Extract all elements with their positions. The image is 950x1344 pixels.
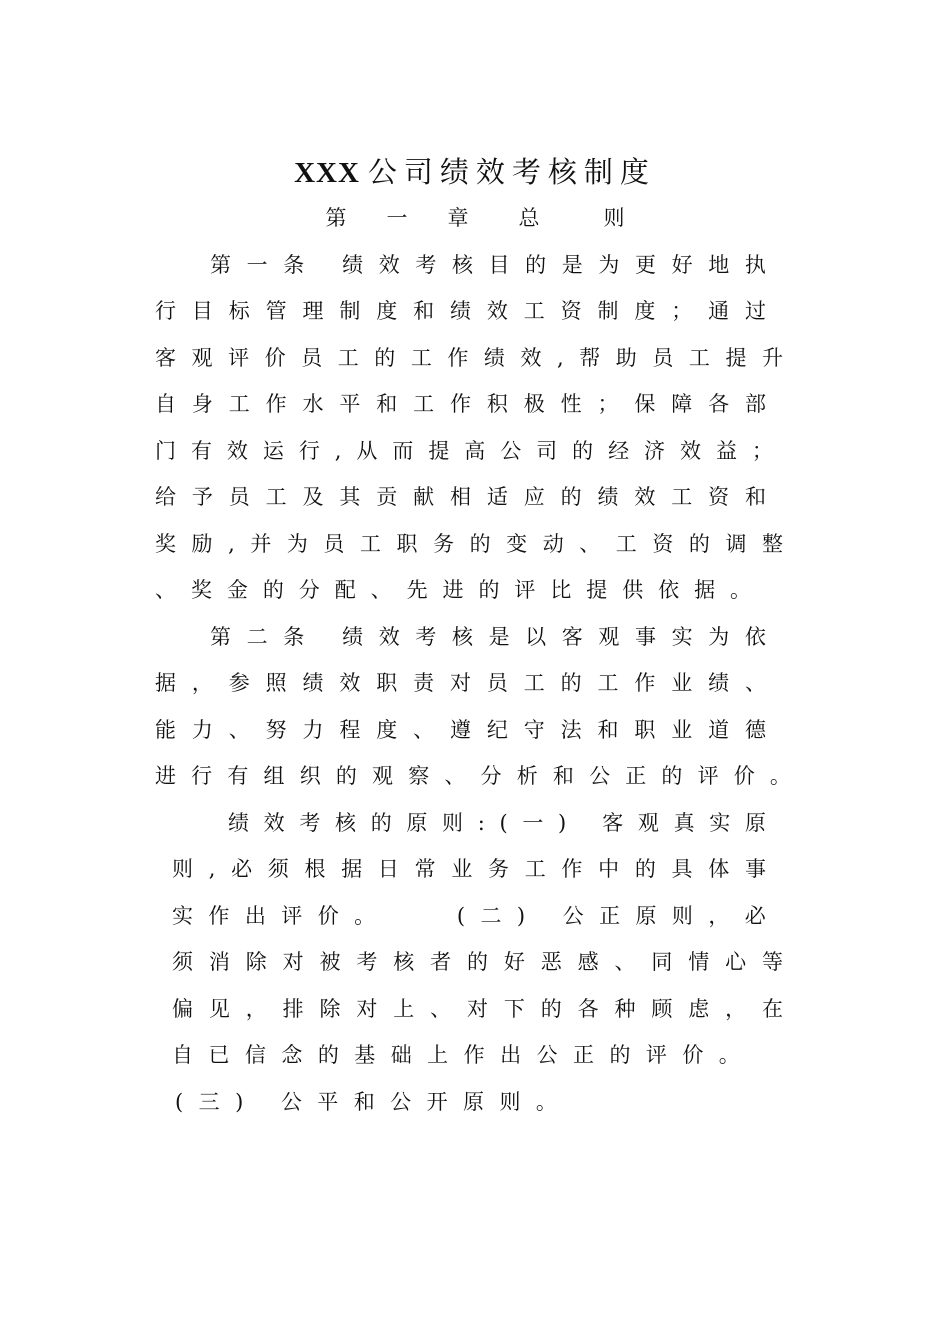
chapter-char: 章 xyxy=(447,206,469,230)
body-line: 奖 励 , 并 为 员 工 职 务 的 变 动 、 工 资 的 调 整 xyxy=(155,532,783,556)
document-title xyxy=(0,152,950,193)
body-line: 门 有 效 运 行 , 从 而 提 高 公 司 的 经 济 效 益 ； xyxy=(155,439,773,463)
body-line: 客 观 评 价 员 工 的 工 作 绩 效 , 帮 助 员 工 提 升 xyxy=(155,346,783,370)
body-line: 则 , 必 须 根 据 日 常 业 务 工 作 中 的 具 体 事 xyxy=(172,857,766,881)
body-line: ( 三 ) 公 平 和 公 开 原 则 。 xyxy=(175,1090,557,1114)
body-line: 行 目 标 管 理 制 度 和 绩 效 工 资 制 度 ； 通 过 xyxy=(155,299,766,323)
chapter-heading xyxy=(0,202,950,234)
chapter-char: 一 xyxy=(386,206,408,230)
body-line: 偏 见 ， 排 除 对 上 、 对 下 的 各 种 顾 虑 ， 在 xyxy=(172,997,783,1021)
body-line: 能 力 、 努 力 程 度 、 遵 纪 守 法 和 职 业 道 德 xyxy=(155,718,766,742)
body-line: 自 身 工 作 水 平 和 工 作 积 极 性 ； 保 障 各 部 xyxy=(155,392,766,416)
body-line: 绩 效 考 核 的 原 则 : ( 一 ) 客 观 真 实 原 xyxy=(228,811,766,835)
title-prefix: XXX xyxy=(294,157,360,189)
body-line: 须 消 除 对 被 考 核 者 的 好 恶 感 、 同 情 心 等 xyxy=(172,950,783,974)
body-line: 实 作 出 评 价 。 ( 二 ) 公 正 原 则 ， 必 xyxy=(172,904,766,928)
body-line: 给 予 员 工 及 其 贡 献 相 适 应 的 绩 效 工 资 和 xyxy=(155,485,766,509)
body-line: 进 行 有 组 织 的 观 察 、 分 析 和 公 正 的 评 价 。 xyxy=(155,764,791,788)
title-main: 公司绩效考核制度 xyxy=(367,155,656,189)
body-line: 自 已 信 念 的 基 础 上 作 出 公 正 的 评 价 。 xyxy=(172,1043,740,1067)
chapter-char: 总 xyxy=(518,206,540,230)
body-line: 、 奖 金 的 分 配 、 先 进 的 评 比 提 供 依 据 。 xyxy=(155,578,751,602)
body-line: 第 一 条 绩 效 考 核 目 的 是 为 更 好 地 执 xyxy=(210,253,766,277)
chapter-char: 第 xyxy=(325,206,347,230)
chapter-char: 则 xyxy=(603,206,625,230)
body-line: 第 二 条 绩 效 考 核 是 以 客 观 事 实 为 依 xyxy=(210,625,766,649)
body-line: 据 ， 参 照 绩 效 职 责 对 员 工 的 工 作 业 绩 、 xyxy=(155,671,766,695)
